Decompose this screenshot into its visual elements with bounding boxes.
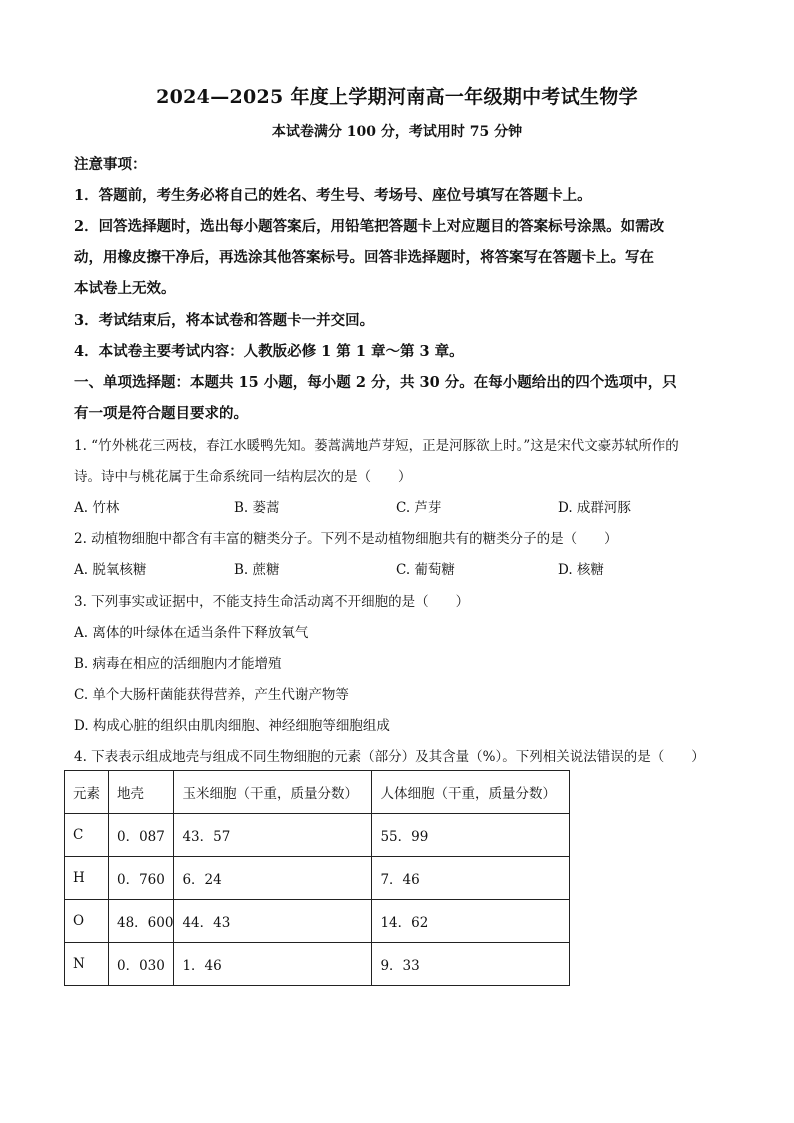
- question-1-stem-line-1: 1. “竹外桃花三两枝，春江水暖鸭先知。蒌蒿满地芦芽短，正是河豚欲上时。”这是宋代文豪苏轼所作的: [74, 438, 679, 454]
- table-cell: C: [65, 814, 109, 857]
- section-heading-line-2: 有一项是符合题目要求的。: [74, 405, 248, 422]
- notes-item-2-line-1: 2．回答选择题时，选出每小题答案后，用铅笔把答题卡上对应题目的答案标号涂黑。如需改: [74, 218, 665, 235]
- question-1-option-c: C. 芦芽: [396, 500, 442, 516]
- table-cell: 7．46: [372, 857, 570, 900]
- table-cell: N: [65, 943, 109, 986]
- question-3-option-c: C. 单个大肠杆菌能获得营养，产生代谢产物等: [74, 687, 349, 703]
- exam-subtitle: 本试卷满分 100 分，考试用时 75 分钟: [271, 124, 523, 140]
- table-header-cell: 地壳: [109, 771, 174, 814]
- question-2-stem: 2. 动植物细胞中都含有丰富的糖类分子。下列不是动植物细胞共有的糖类分子的是（ ）: [74, 531, 618, 547]
- table-cell: 1．46: [174, 943, 372, 986]
- table-header-cell: 人体细胞（干重，质量分数）: [372, 771, 570, 814]
- question-4-stem: 4. 下表表示组成地壳与组成不同生物细胞的元素（部分）及其含量（%）。下列相关说法错误的是（ ）: [74, 749, 705, 765]
- question-1-option-b: B. 蒌蒿: [234, 500, 280, 516]
- notes-heading: 注意事项：: [74, 156, 147, 173]
- table-cell: 9．33: [372, 943, 570, 986]
- question-3-option-a: A. 离体的叶绿体在适当条件下释放氧气: [74, 625, 309, 641]
- question-1-stem-line-2: 诗。诗中与桃花属于生命系统同一结构层次的是（ ）: [74, 469, 412, 485]
- table-row: [65, 900, 570, 943]
- table-header-row: [65, 771, 570, 814]
- table-cell: 0．087: [109, 814, 174, 857]
- table-header-cell: 元素: [65, 771, 109, 814]
- table-cell: 6．24: [174, 857, 372, 900]
- table-cell: H: [65, 857, 109, 900]
- table-cell: 0．760: [109, 857, 174, 900]
- notes-item-3: 3．考试结束后，将本试卷和答题卡一并交回。: [74, 312, 375, 329]
- question-2-option-c: C. 葡萄糖: [396, 562, 455, 578]
- exam-title: 2024—2025 年度上学期河南高一年级期中考试生物学: [156, 86, 638, 108]
- table-cell: 55．99: [372, 814, 570, 857]
- notes-item-1: 1．答题前，考生务必将自己的姓名、考生号、考场号、座位号填写在答题卡上。: [74, 187, 592, 204]
- notes-item-4: 4．本试卷主要考试内容：人教版必修 1 第 1 章～第 3 章。: [74, 343, 464, 360]
- table-cell: 0．030: [109, 943, 174, 986]
- question-3-option-d: D. 构成心脏的组织由肌肉细胞、神经细胞等细胞组成: [74, 718, 390, 734]
- notes-item-2-line-2: 动，用橡皮擦干净后，再选涂其他答案标号。回答非选择题时，将答案写在答题卡上。写在: [74, 249, 654, 266]
- notes-item-2-line-3: 本试卷上无效。: [74, 280, 176, 297]
- question-2-option-a: A. 脱氧核糖: [74, 562, 147, 578]
- table-cell: 14．62: [372, 900, 570, 943]
- table-cell: 48．600: [109, 900, 174, 943]
- table-cell: 44．43: [174, 900, 372, 943]
- table-header-cell: 玉米细胞（干重，质量分数）: [174, 771, 372, 814]
- question-1-option-a: A. 竹林: [74, 500, 120, 516]
- section-heading-line-1: 一、单项选择题：本题共 15 小题，每小题 2 分，共 30 分。在每小题给出的四个选项中，只: [74, 374, 677, 391]
- element-content-table: [64, 770, 570, 986]
- table-row: [65, 857, 570, 900]
- table-row: [65, 943, 570, 986]
- question-2-option-b: B. 蔗糖: [234, 562, 280, 578]
- question-2-option-d: D. 核糖: [558, 562, 604, 578]
- table-cell: O: [65, 900, 109, 943]
- table-cell: 43．57: [174, 814, 372, 857]
- question-1-option-d: D. 成群河豚: [558, 500, 631, 516]
- table-row: [65, 814, 570, 857]
- question-3-option-b: B. 病毒在相应的活细胞内才能增殖: [74, 656, 282, 672]
- question-3-stem: 3. 下列事实或证据中，不能支持生命活动离不开细胞的是（ ）: [74, 594, 470, 610]
